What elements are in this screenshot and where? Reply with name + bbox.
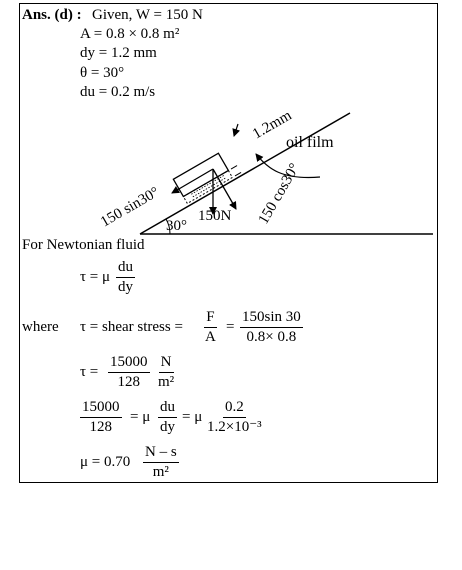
given-weight: Given, W = 150 N (92, 7, 203, 23)
eq5-fraction (143, 444, 179, 481)
eq3-num2: N (159, 354, 174, 373)
gap-label: 1.2mm (250, 107, 295, 143)
eq2-fraction (240, 309, 303, 346)
eq2-f-den: A (205, 329, 216, 345)
eq4-mid2: = μ (182, 409, 203, 425)
eq5-den: m² (152, 464, 169, 480)
answer-label: Ans. (d) : (22, 7, 82, 23)
eq3-fraction-2 (156, 354, 176, 391)
given-velocity: du = 0.2 m/s (80, 84, 156, 100)
given-angle: θ = 30° (80, 65, 125, 81)
eq4-fraction-1 (80, 399, 122, 436)
oil-film-label: oil film (286, 134, 334, 151)
cos-component-label: 150 cos30° (255, 160, 304, 227)
block (173, 153, 228, 196)
angle-label: 30° (166, 218, 187, 234)
eq3-lhs: τ = (80, 364, 99, 380)
eq3-den1: 128 (117, 374, 140, 390)
eq4-num1: 15000 (80, 399, 122, 418)
incline-line (140, 113, 350, 234)
inclined-plane-figure (20, 4, 439, 244)
eq4-den2: dy (160, 419, 175, 435)
eq4-den1: 128 (89, 419, 112, 435)
eq2-lhs: τ = shear stress = (80, 319, 183, 335)
eq1-fraction (116, 259, 135, 296)
given-area: A = 0.8 × 0.8 m² (80, 26, 180, 42)
eq3-num1: 15000 (108, 354, 150, 373)
given-gap: dy = 1.2 mm (80, 45, 157, 61)
weight-label: 150N (198, 208, 232, 224)
where-label: where (22, 319, 59, 335)
sin-component-label: 150 sin30° (98, 184, 163, 231)
eq2-den: 0.8× 0.8 (246, 329, 297, 345)
eq4-fraction-2 (158, 399, 177, 436)
eq4-fraction-3 (205, 399, 264, 436)
eq2-f-over-a (203, 309, 218, 346)
gap-marker-line (231, 166, 237, 170)
answer-box (19, 3, 438, 483)
eq5-num: N – s (143, 444, 179, 463)
eq3-den2: m² (158, 374, 175, 390)
eq2-num: 150sin 30 (240, 309, 303, 328)
eq5-lhs: μ = 0.70 (80, 454, 131, 470)
eq4-mid1: = μ (130, 409, 151, 425)
eq2-f-num: F (204, 309, 216, 328)
eq3-fraction-1 (108, 354, 150, 391)
eq4-num2: du (158, 399, 177, 418)
eq4-num3: 0.2 (223, 399, 246, 418)
eq1-num: du (116, 259, 135, 278)
newtonian-heading: For Newtonian fluid (22, 237, 145, 253)
eq2-equals: = (226, 319, 235, 335)
cos-component-arrow (213, 169, 236, 209)
eq1-lhs: τ = μ (80, 269, 111, 285)
eq1-den: dy (118, 279, 133, 295)
eq4-den3: 1.2×10⁻³ (207, 419, 262, 435)
gap-arrow (234, 124, 238, 136)
